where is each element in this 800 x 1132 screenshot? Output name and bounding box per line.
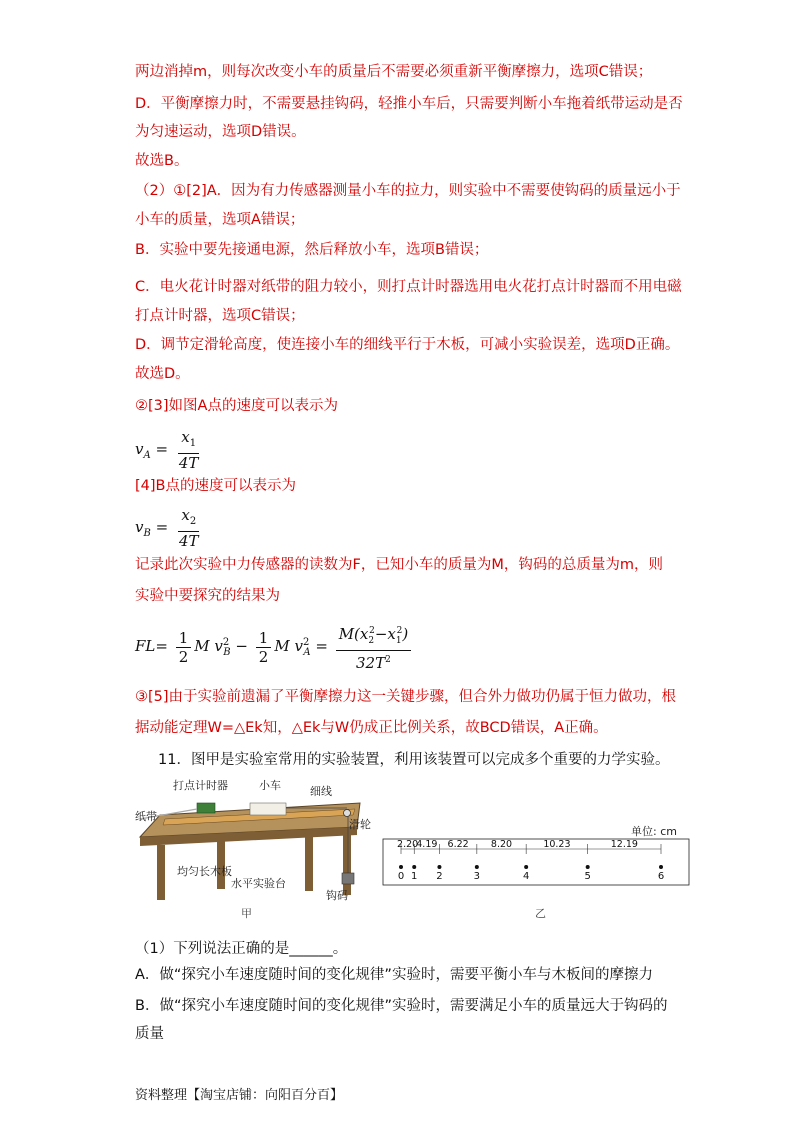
tape-point-label: 4	[522, 871, 530, 882]
label-pulley: 滑轮	[349, 818, 371, 831]
text-line: 为匀速运动，选项D错误。	[135, 124, 306, 140]
footer-note: 资料整理【淘宝店铺：向阳百分百】	[135, 1088, 344, 1103]
text-line: 故选D。	[135, 366, 190, 382]
label-string: 细线	[310, 785, 332, 798]
tape-dot	[524, 865, 528, 869]
tape-diagram	[383, 839, 689, 885]
tape-point-label: 6	[657, 871, 665, 882]
label-cart: 小车	[259, 779, 281, 792]
text-line: D．调节定滑轮高度，使连接小车的细线平行于木板，可减小实验误差，选项D正确。	[135, 337, 680, 353]
text-line: （2）①[2]A．因为有力传感器测量小车的拉力，则实验中不需要使钩码的质量远小于	[135, 183, 681, 199]
tape-distance-label: 10.23	[543, 839, 571, 850]
tape-dot	[586, 865, 590, 869]
tape-dot	[412, 865, 416, 869]
tape-point-label: 5	[584, 871, 591, 882]
option-a: A．做“探究小车速度随时间的变化规律”实验时，需要平衡小车与木板间的摩擦力	[135, 967, 653, 983]
text-line: 两边消掉m，则每次改变小车的质量后不需要必须重新平衡摩擦力，选项C错误；	[135, 64, 653, 80]
tape-point-label: 3	[473, 871, 481, 882]
question-part-1: （1）下列说法正确的是______。	[135, 941, 348, 957]
question-title: 11．图甲是实验室常用的实验装置，利用该装置可以完成多个重要的力学实验。	[158, 752, 670, 768]
text-line: 小车的质量，选项A错误；	[135, 212, 305, 228]
text-line: 记录此次实验中力传感器的读数为F，已知小车的质量为M，钩码的总质量为m，则	[135, 557, 663, 573]
tape-distance-label: 6.22	[447, 839, 469, 850]
equation-vb: $v_B$ = $\frac{x_2}{4T}$	[135, 506, 199, 550]
tape-dot	[437, 865, 441, 869]
tape-dot	[399, 865, 403, 869]
label-table: 水平实验台	[231, 877, 286, 890]
text-line: 实验中要探究的结果为	[135, 588, 280, 604]
option-b: B．做“探究小车速度随时间的变化规律”实验时，需要满足小车的质量远大于钩码的	[135, 998, 668, 1014]
text-line: 打点计时器，选项C错误；	[135, 308, 305, 324]
equation-fl: FL= $\frac{1}{2}$ M $v^2_B$ − $\frac{1}{2}$ M $v^2_A$ = $\frac{M(x_2^2-x_1^2)}{32T^2}$	[135, 622, 414, 672]
text-line: D．平衡摩擦力时，不需要悬挂钩码，轻推小车后，只需要判断小车拖着纸带运动是否	[135, 96, 683, 112]
text-line: ③[5]由于实验前遗漏了平衡摩擦力这一关键步骤，但合外力做功仍属于恒力做功，根	[135, 689, 677, 705]
text-line: ②[3]如图A点的速度可以表示为	[135, 398, 338, 414]
label-weight: 钩码	[326, 889, 348, 902]
label-board: 均匀长木板	[177, 865, 232, 878]
tape-point-label: 1	[411, 871, 418, 882]
label-unit: 单位: cm	[631, 825, 677, 838]
equation-va: $v_A$ = $\frac{x_1}{4T}$	[135, 428, 199, 472]
tape-distance-label: 8.20	[490, 839, 513, 850]
text-line: 据动能定理W=△Ek知，△Ek与W仍成正比例关系，故BCD错误，A正确。	[135, 720, 608, 736]
tape-point-label: 2	[436, 871, 443, 882]
caption-b: 乙	[535, 907, 546, 920]
label-tape: 纸带	[135, 810, 157, 823]
text-line: 故选B。	[135, 153, 189, 169]
option-b-cont: 质量	[135, 1026, 164, 1042]
tape-distance-label: 4.19	[416, 839, 438, 850]
text-line: [4]B点的速度可以表示为	[135, 478, 296, 494]
tape-point-label: 0	[397, 871, 405, 882]
tape-distance-label: 12.19	[610, 839, 638, 850]
text-line: B．实验中要先接通电源，然后释放小车，选项B错误；	[135, 242, 489, 258]
label-timer: 打点计时器	[173, 779, 228, 792]
experiment-figure	[135, 775, 695, 925]
tape-distance-label: 2.20	[397, 839, 419, 850]
tape-dot	[475, 865, 479, 869]
tape-dot	[659, 865, 663, 869]
text-line: C．电火花计时器对纸带的阻力较小，则打点计时器选用电火花打点计时器而不用电磁	[135, 279, 682, 295]
caption-a: 甲	[241, 907, 252, 920]
